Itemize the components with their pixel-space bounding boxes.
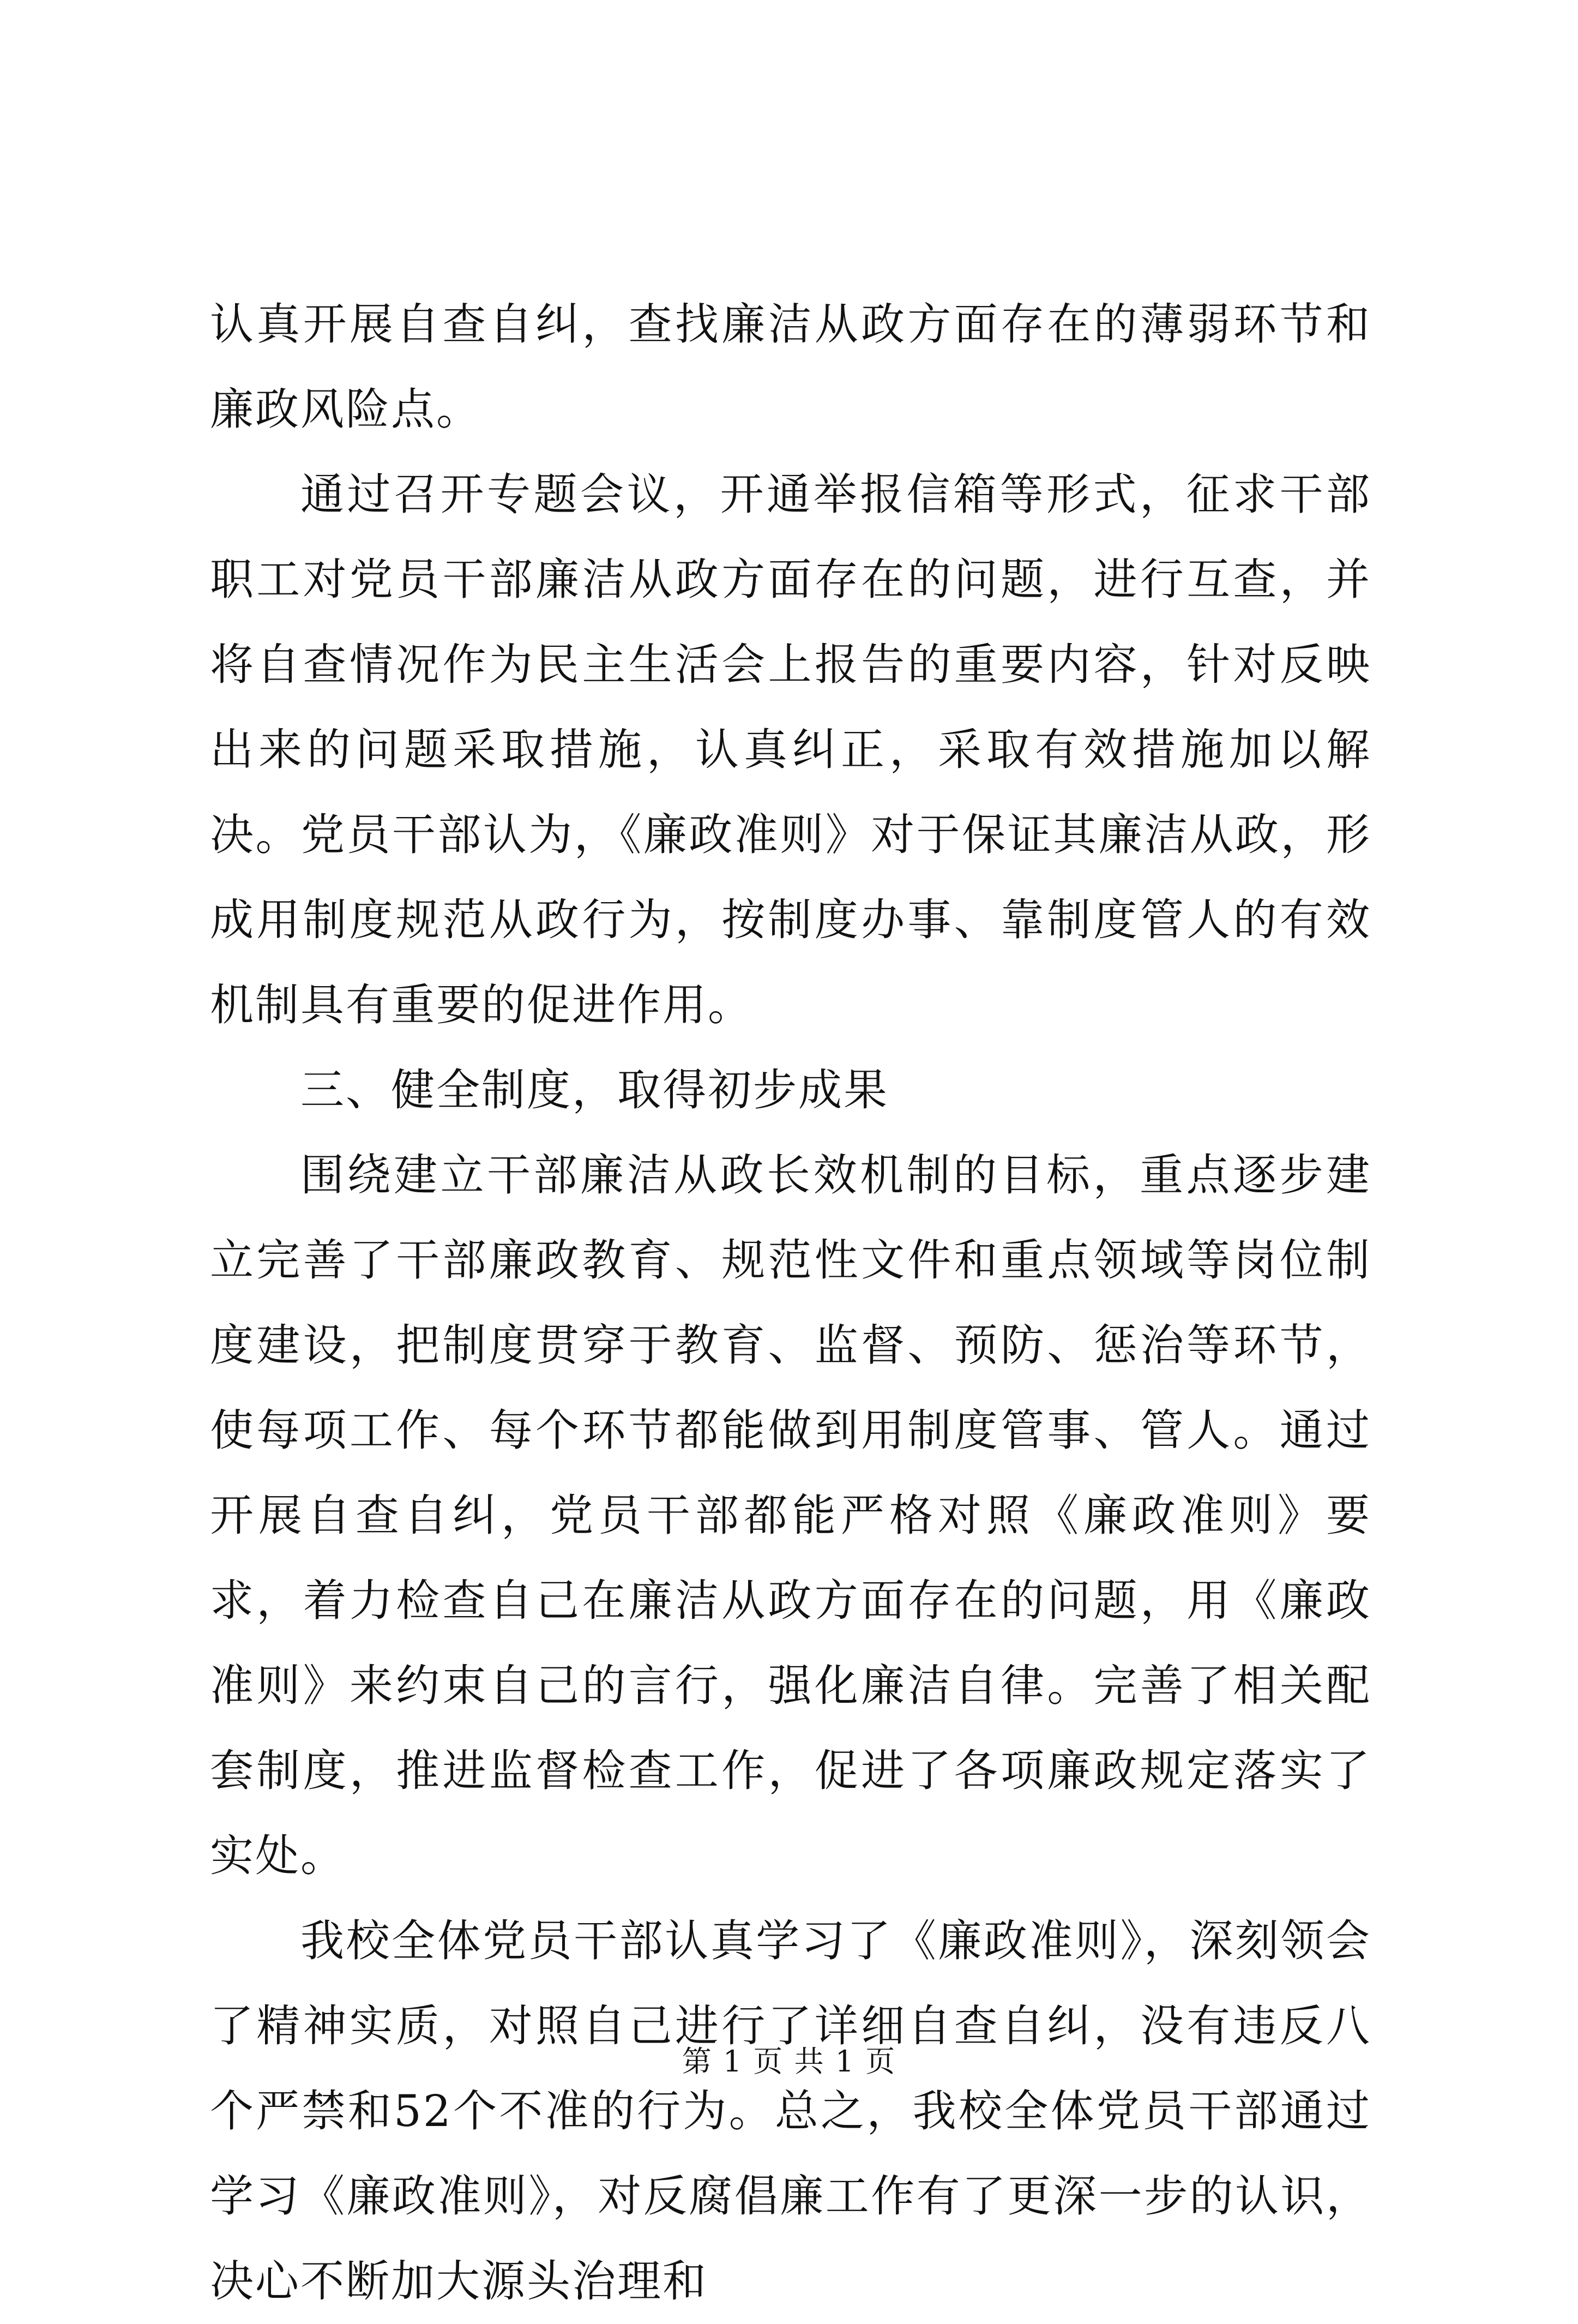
paragraph-1: 认真开展自查自纠，查找廉洁从政方面存在的薄弱环节和廉政风险点。 [210,299,1371,435]
page-footer: 第 1 页 共 1 页 [682,2044,896,2079]
paragraph-5: 我校全体党员干部认真学习了《廉政准则》，深刻领会了精神实质，对照自己进行了详细自查自纠，没有违反八个严禁和52个不准的行为。总之，我校全体党员干部通过学习《廉政准则》，对反腐倡廉工作有了更深一步的认识，决心不断加大源头治理和 [210,1915,1371,2307]
section-heading-3: 三、健全制度，取得初步成果 [300,1065,889,1115]
paragraph-4: 围绕建立干部廉洁从政长效机制的目标，重点逐步建立完善了干部廉政教育、规范性文件和重点领域等岗位制度建设，把制度贯穿于教育、监督、预防、惩治等环节，使每项工作、每个环节都能做到用制度管事、管人。通过开展自查自纠，党员干部都能严格对照《廉政准则》要求，着力检查自己在廉洁从政方面存在的问题，用《廉政准则》来约束自己的言行，强化廉洁自律。完善了相关配套制度，推进监督检查工作，促进了各项廉政规定落实了实处。 [210,1150,1371,1881]
paragraph-2: 通过召开专题会议，开通举报信箱等形式，征求干部职工对党员干部廉洁从政方面存在的问题，进行互查，并将自查情况作为民主生活会上报告的重要内容，针对反映出来的问题采取措施，认真纠正，采取有效措施加以解决。党员干部认为，《廉政准则》对于保证其廉洁从政，形成用制度规范从政行为，按制度办事、靠制度管人的有效机制具有重要的促进作用。 [210,469,1371,1030]
document-body [210,282,1371,2324]
